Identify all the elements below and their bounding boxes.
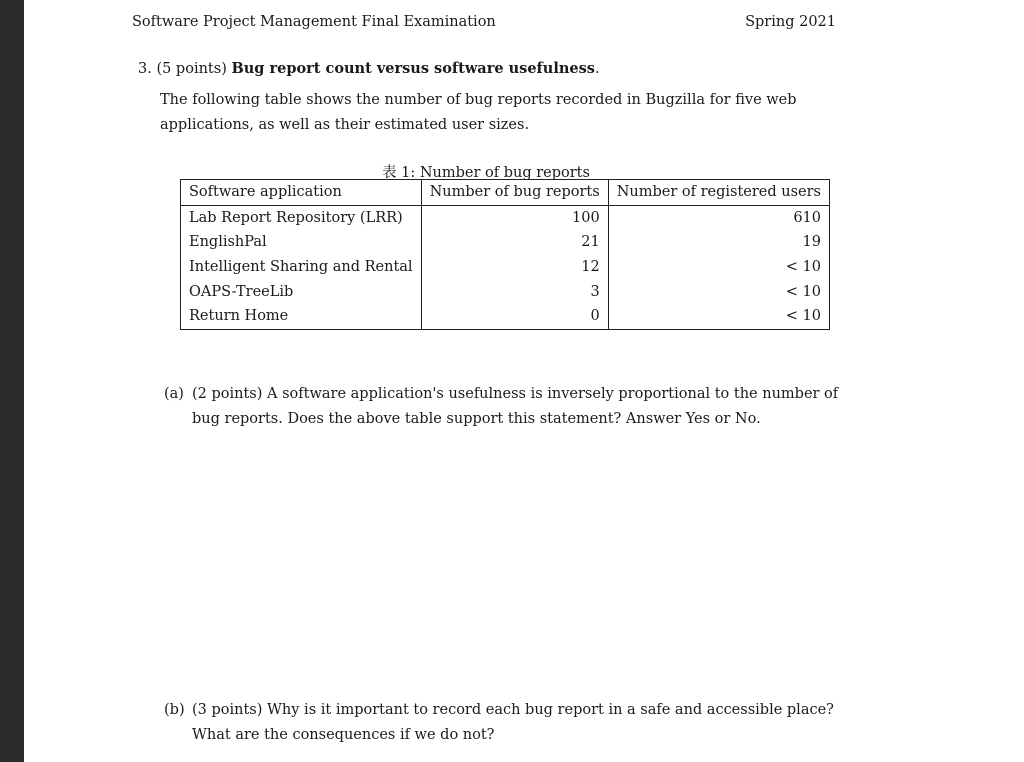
part-a (164, 382, 864, 432)
cell-user-count: < 10 (785, 259, 821, 276)
question-intro: The following table shows the number of bug reports recorded in Bugzilla for five web applications, as well as their estimated user sizes. (160, 92, 797, 133)
table-row (181, 279, 830, 304)
question-heading: Bug report count versus software usefulness (231, 60, 595, 77)
part-b-text: (3 points) Why is it important to record each bug report in a safe and accessible place? What are the consequences if we do not? (192, 702, 834, 743)
cell-user-count: < 10 (785, 283, 821, 300)
cell-app-name: OAPS-TreeLib (181, 279, 422, 304)
question-title-end: . (594, 61, 600, 77)
cell-bug-count: 21 (421, 230, 608, 255)
part-a-text: (2 points) A software application's usefulness is inversely proportional to the number of bug reports. Does the above table support this statement? Answer Yes or No. (192, 386, 839, 427)
part-b-label: (b) (164, 702, 185, 718)
viewer-sidebar (0, 0, 24, 762)
header-bug-reports: Number of bug reports (421, 180, 608, 206)
cell-app-name: Return Home (181, 304, 422, 329)
cell-user-count: 19 (802, 234, 821, 251)
bug-report-table (180, 179, 830, 330)
cell-app-name: EnglishPal (181, 230, 422, 255)
question-title (138, 60, 600, 77)
table-row (181, 230, 830, 255)
table-row (181, 304, 830, 329)
cell-bug-count: 0 (421, 304, 608, 329)
cell-app-name: Lab Report Repository (LRR) (181, 205, 422, 230)
header-registered-users: Number of registered users (608, 180, 829, 206)
cell-user-count: < 10 (785, 308, 821, 325)
cell-app-name: Intelligent Sharing and Rental (181, 255, 422, 280)
cell-bug-count: 3 (421, 279, 608, 304)
cell-bug-count: 100 (421, 205, 608, 230)
header-course: Software Project Management Final Examination (132, 14, 496, 30)
header-software-application: Software application (181, 180, 422, 206)
table-row (181, 205, 830, 230)
part-a-label: (a) (164, 386, 184, 402)
table-header-row (181, 180, 830, 206)
header-term: Spring 2021 (745, 14, 836, 30)
cell-user-count: 610 (793, 209, 821, 226)
question-prefix: 3. (5 points) (138, 61, 227, 77)
exam-page (24, 0, 1024, 762)
table-caption: 表 1: Number of bug reports (382, 165, 590, 181)
table-row (181, 255, 830, 280)
cell-bug-count: 12 (421, 255, 608, 280)
part-b (164, 698, 864, 748)
